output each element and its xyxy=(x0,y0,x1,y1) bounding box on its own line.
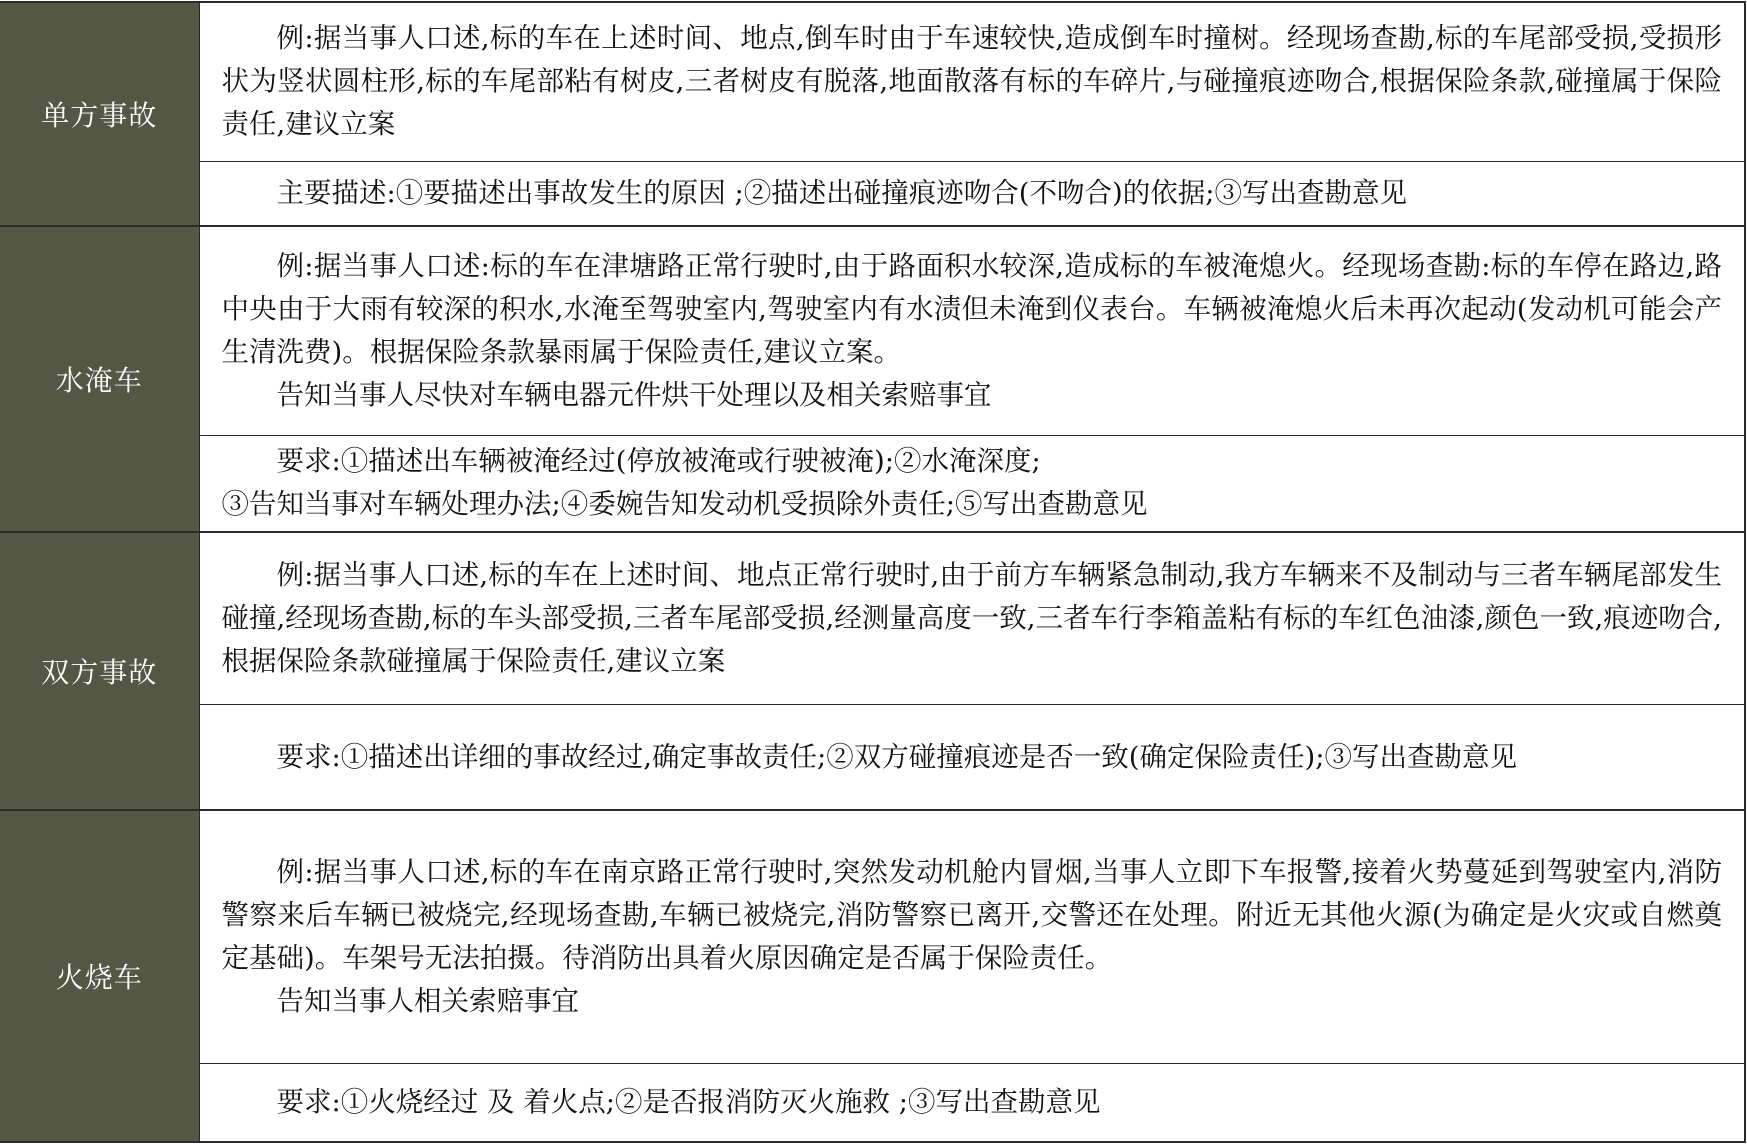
survey-description-table xyxy=(0,1,1746,1143)
requirement-cell xyxy=(199,161,1745,226)
example-text: 例:据当事人口述,标的车在上述时间、地点正常行驶时,由于前方车辆紧急制动,我方车辆来不及制动与三者车辆尾部发生碰撞,经现场查勘,标的车头部受损,三者车尾部受损,经测量高度一致,三者车行李箱盖粘有标的车红色油漆,颜色一致,痕迹吻合,根据保险条款碰撞属于保险责任,建议立案 xyxy=(221,559,1722,678)
example-cell xyxy=(199,2,1745,161)
requirement-text: 要求:①火烧经过 及 着火点;②是否报消防灭火施救 ;③写出查勘意见 xyxy=(276,1085,1101,1118)
requirement-cell xyxy=(199,435,1745,532)
category-cell: 火烧车 xyxy=(0,810,199,1142)
requirement-text: ③告知当事对车辆处理办法;④委婉告知发动机受损除外责任;⑤写出查勘意见 xyxy=(221,488,1148,521)
example-text: 告知当事人尽快对车辆电器元件烘干处理以及相关索赔事宜 xyxy=(276,378,992,411)
example-cell xyxy=(199,810,1745,1063)
requirement-cell xyxy=(199,705,1745,811)
category-cell: 单方事故 xyxy=(0,2,199,226)
category-cell: 水淹车 xyxy=(0,226,199,532)
table-row xyxy=(0,226,1745,435)
example-text: 例:据当事人口述,标的车在南京路正常行驶时,突然发动机舱内冒烟,当事人立即下车报警,接着火势蔓延到驾驶室内,消防警察来后车辆已被烧完,经现场查勘,车辆已被烧完,消防警察已离开,交警还在处理。附近无其他火源(为确定是火灾或自燃奠定基础)。车架号无法拍摄。待消防出具着火原因确定是否属于保险责任。 xyxy=(221,855,1722,974)
example-cell xyxy=(199,226,1745,435)
table-row xyxy=(0,2,1745,161)
table-row xyxy=(0,435,1745,532)
table-row xyxy=(0,810,1745,1063)
table-row xyxy=(0,161,1745,226)
requirement-cell xyxy=(199,1063,1745,1142)
table-row xyxy=(0,532,1745,704)
table-row xyxy=(0,705,1745,811)
example-cell xyxy=(199,532,1745,704)
example-text: 例:据当事人口述,标的车在上述时间、地点,倒车时由于车速较快,造成倒车时撞树。经现场查勘,标的车尾部受损,受损形状为竖状圆柱形,标的车尾部粘有树皮,三者树皮有脱落,地面散落有标的车碎片,与碰撞痕迹吻合,根据保险条款,碰撞属于保险责任,建议立案 xyxy=(221,22,1722,141)
example-text: 例:据当事人口述:标的车在津塘路正常行驶时,由于路面积水较深,造成标的车被淹熄火。经现场查勘:标的车停在路边,路中央由于大雨有较深的积水,水淹至驾驶室内,驾驶室内有水渍但未淹到仪表台。车辆被淹熄火后未再次起动(发动机可能会产生清洗费)。根据保险条款暴雨属于保险责任,建议立案。 xyxy=(221,249,1722,368)
requirement-text: 要求:①描述出车辆被淹经过(停放被淹或行驶被淹);②水淹深度; xyxy=(276,445,1041,478)
requirement-text: 要求:①描述出详细的事故经过,确定事故责任;②双方碰撞痕迹是否一致(确定保险责任);③写出查勘意见 xyxy=(276,740,1517,773)
example-text: 告知当事人相关索赔事宜 xyxy=(276,984,579,1017)
category-cell: 双方事故 xyxy=(0,532,199,810)
requirement-text: 主要描述:①要描述出事故发生的原因 ;②描述出碰撞痕迹吻合(不吻合)的依据;③写出查勘意见 xyxy=(276,177,1407,210)
table-row xyxy=(0,1063,1745,1142)
